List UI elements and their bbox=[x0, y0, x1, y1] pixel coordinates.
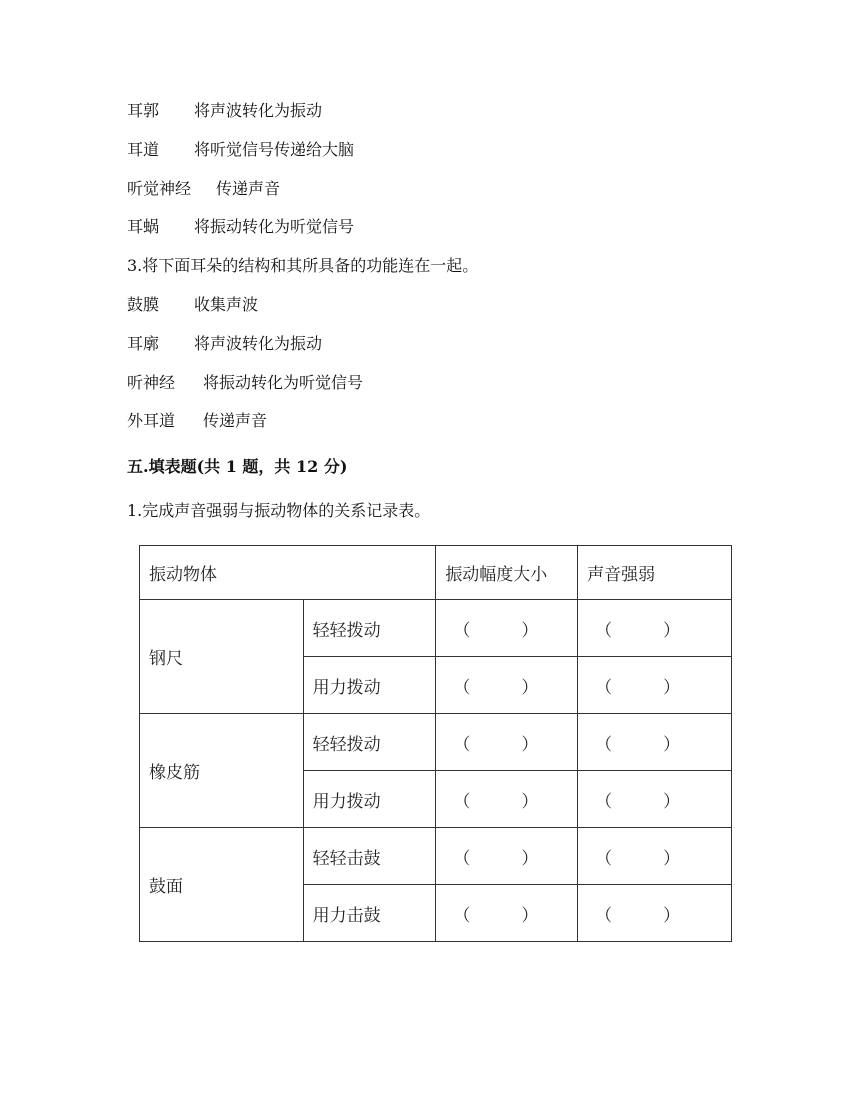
amplitude-blank[interactable]: （ ） bbox=[436, 657, 578, 714]
header-vibrating-object: 振动物体 bbox=[140, 546, 436, 600]
header-amplitude: 振动幅度大小 bbox=[436, 546, 578, 600]
record-table bbox=[139, 545, 732, 942]
object-cell: 橡皮筋 bbox=[140, 714, 304, 828]
action-cell: 轻轻击鼓 bbox=[303, 828, 436, 885]
loudness-blank[interactable]: （ ） bbox=[578, 714, 732, 771]
ear-function-text: 将声波转化为振动 bbox=[194, 101, 323, 120]
amplitude-blank[interactable]: （ ） bbox=[436, 771, 578, 828]
table-row bbox=[140, 714, 732, 771]
match-row bbox=[127, 295, 258, 315]
section-heading: 五.填表题(共 1 题，共 12 分) bbox=[127, 457, 348, 476]
ear-function-text: 将振动转化为听觉信号 bbox=[203, 373, 364, 392]
match-row bbox=[127, 140, 354, 160]
match-row bbox=[127, 373, 363, 393]
match-row bbox=[127, 411, 267, 431]
object-cell: 鼓面 bbox=[140, 828, 304, 942]
match-row bbox=[127, 179, 280, 199]
ear-structure-term: 听神经 bbox=[127, 373, 176, 392]
loudness-blank[interactable]: （ ） bbox=[578, 828, 732, 885]
amplitude-blank[interactable]: （ ） bbox=[436, 714, 578, 771]
table-header-row bbox=[140, 546, 732, 600]
ear-structure-term: 耳道 bbox=[127, 140, 160, 159]
action-cell: 轻轻拨动 bbox=[303, 600, 436, 657]
ear-function-text: 将振动转化为听觉信号 bbox=[194, 217, 355, 236]
ear-function-text: 将声波转化为振动 bbox=[194, 334, 323, 353]
action-cell: 用力击鼓 bbox=[303, 885, 436, 942]
loudness-blank[interactable]: （ ） bbox=[578, 771, 732, 828]
action-cell: 用力拨动 bbox=[303, 657, 436, 714]
object-cell: 钢尺 bbox=[140, 600, 304, 714]
ear-structure-term: 耳廓 bbox=[127, 334, 160, 353]
table-row bbox=[140, 600, 732, 657]
amplitude-blank[interactable]: （ ） bbox=[436, 828, 578, 885]
loudness-blank[interactable]: （ ） bbox=[578, 600, 732, 657]
ear-function-text: 传递声音 bbox=[216, 179, 281, 198]
ear-function-text: 传递声音 bbox=[203, 411, 268, 430]
action-cell: 轻轻拨动 bbox=[303, 714, 436, 771]
amplitude-blank[interactable]: （ ） bbox=[436, 885, 578, 942]
amplitude-blank[interactable]: （ ） bbox=[436, 600, 578, 657]
ear-function-text: 收集声波 bbox=[194, 295, 259, 314]
loudness-blank[interactable]: （ ） bbox=[578, 885, 732, 942]
ear-structure-term: 鼓膜 bbox=[127, 295, 160, 314]
match-row bbox=[127, 101, 322, 121]
ear-structure-term: 外耳道 bbox=[127, 411, 176, 430]
loudness-blank[interactable]: （ ） bbox=[578, 657, 732, 714]
action-cell: 用力拨动 bbox=[303, 771, 436, 828]
match-row bbox=[127, 334, 322, 354]
ear-structure-term: 听觉神经 bbox=[127, 179, 192, 198]
match-row bbox=[127, 217, 354, 237]
ear-structure-term: 耳蜗 bbox=[127, 217, 160, 236]
question-1-text: 1.完成声音强弱与振动物体的关系记录表。 bbox=[127, 501, 431, 520]
ear-function-text: 将听觉信号传递给大脑 bbox=[194, 140, 355, 159]
ear-structure-term: 耳郭 bbox=[127, 101, 160, 120]
table-row bbox=[140, 828, 732, 885]
header-loudness: 声音强弱 bbox=[578, 546, 732, 600]
question-3-text: 3.将下面耳朵的结构和其所具备的功能连在一起。 bbox=[127, 256, 479, 275]
